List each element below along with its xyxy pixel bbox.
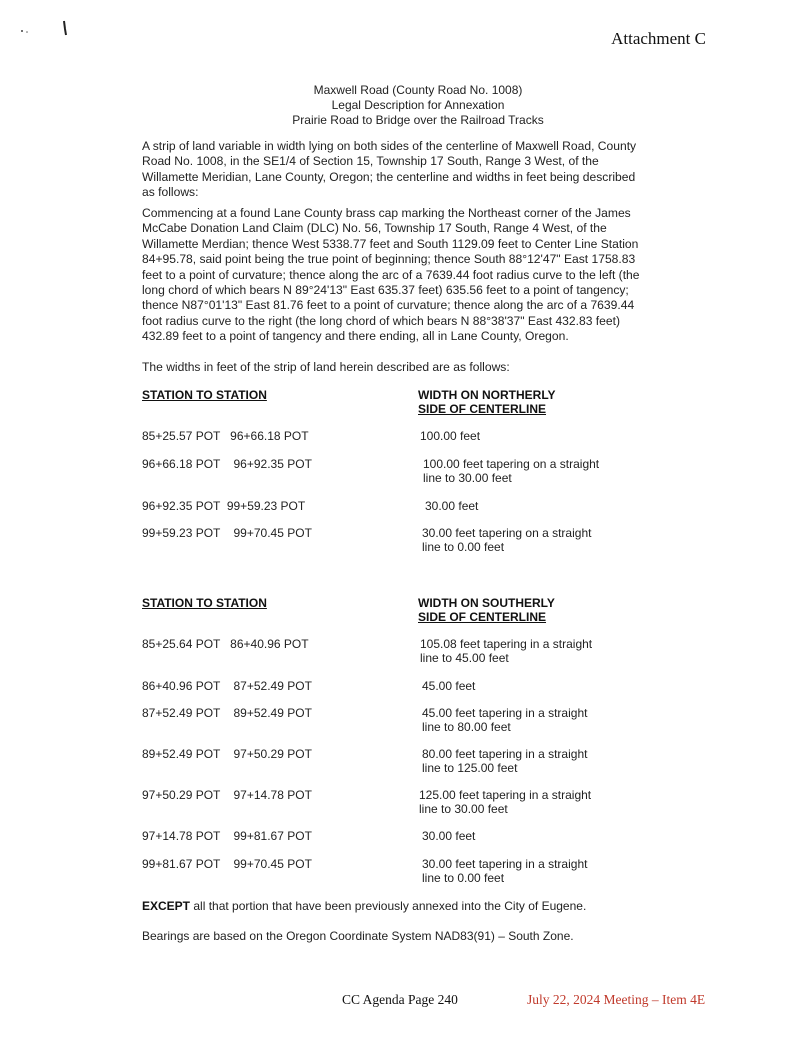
- description-paragraph: Commencing at a found Lane County brass cap marking the Northeast corner of the James McCabe Donation Land Claim (DLC) No. 56, Township 17 South, Range 4 West, of the Willamette Merdian; thence West 5338.77 feet and South 1129.09 feet to Center Line Station 84+95.78, said point being the true point of beginning; thence South 88°12'47" East 1758.83 feet to a point of curvature; thence along the arc of a 7639.44 foot radius curve to the left (the long chord of which bears N 89°24'13" East 635.37 feet) 635.56 feet to a point of tangency; thence N87°01'13" East 81.76 feet to a point of curvature; thence along the arc of a 7639.44 foot radius curve to the right (the long chord of which bears N 88°38'37" East 432.83 feet) 432.89 feet to a point of tangency and there ending, all in Lane County, Oregon.: [142, 206, 640, 344]
- footer-meeting-item: July 22, 2024 Meeting – Item 4E: [527, 992, 706, 1007]
- attachment-label: Attachment C: [611, 29, 706, 48]
- heading-legal-description: Legal Description for Annexation: [331, 98, 505, 112]
- northerly-row-width: 100.00 feet tapering on a straight line to 30.00 feet: [423, 457, 600, 485]
- southerly-row-width: 80.00 feet tapering in a straight line to 125.00 feet: [422, 747, 588, 775]
- northerly-row-width: 30.00 feet tapering on a straight line to 0.00 feet: [422, 526, 592, 554]
- except-clause: [142, 899, 586, 913]
- northerly-width-header: [418, 388, 556, 416]
- footer-page-number: CC Agenda Page 240: [342, 992, 458, 1007]
- northerly-width-header-line1: WIDTH ON NORTHERLY: [418, 388, 556, 402]
- heading-road-name: Maxwell Road (County Road No. 1008): [313, 83, 523, 97]
- southerly-row-stations: 87+52.49 POT 89+52.49 POT: [142, 706, 312, 720]
- southerly-width-header: [418, 596, 555, 624]
- document-heading: [0, 83, 800, 128]
- southerly-row-stations: 99+81.67 POT 99+70.45 POT: [142, 857, 312, 871]
- southerly-width-header-line1: WIDTH ON SOUTHERLY: [418, 596, 555, 610]
- widths-intro: The widths in feet of the strip of land herein described are as follows:: [142, 360, 510, 374]
- southerly-row-width: 45.00 feet tapering in a straight line to 80.00 feet: [422, 706, 588, 734]
- southerly-row-width: 30.00 feet tapering in a straight line to 0.00 feet: [422, 857, 588, 885]
- southerly-row-width: 105.08 feet tapering in a straight line to 45.00 feet: [420, 637, 593, 665]
- northerly-station-header: STATION TO STATION: [142, 388, 267, 402]
- northerly-row-stations: 99+59.23 POT 99+70.45 POT: [142, 526, 312, 540]
- southerly-row-stations: 86+40.96 POT 87+52.49 POT: [142, 679, 312, 693]
- northerly-width-header-line2: SIDE OF CENTERLINE: [418, 402, 547, 416]
- northerly-row-width: 100.00 feet: [420, 429, 481, 443]
- heading-extent: Prairie Road to Bridge over the Railroad Tracks: [292, 113, 544, 127]
- except-keyword: EXCEPT: [142, 899, 191, 913]
- southerly-row-stations: 85+25.64 POT 86+40.96 POT: [142, 637, 309, 651]
- scan-artifact-dots: [20, 29, 30, 33]
- northerly-row-stations: 96+92.35 POT 99+59.23 POT: [142, 499, 306, 513]
- southerly-station-header: STATION TO STATION: [142, 596, 267, 610]
- except-text: all that portion that have been previously annexed into the City of Eugene.: [190, 899, 587, 913]
- southerly-row-width: 125.00 feet tapering in a straight line to 30.00 feet: [419, 788, 592, 816]
- southerly-row-stations: 97+50.29 POT 97+14.78 POT: [142, 788, 312, 802]
- intro-paragraph: A strip of land variable in width lying on both sides of the centerline of Maxwell Road, County Road No. 1008, in the SE1/4 of Section 15, Township 17 South, Range 3 West, of the Willamette Meridian, Lane County, Oregon; the centerline and widths in feet being described as follows:: [142, 139, 637, 200]
- southerly-row-width: 30.00 feet: [422, 829, 476, 843]
- southerly-row-stations: 97+14.78 POT 99+81.67 POT: [142, 829, 312, 843]
- southerly-row-stations: 89+52.49 POT 97+50.29 POT: [142, 747, 312, 761]
- bearings-note: Bearings are based on the Oregon Coordinate System NAD83(91) – South Zone.: [142, 929, 574, 943]
- northerly-row-stations: 85+25.57 POT 96+66.18 POT: [142, 429, 309, 443]
- scan-artifact-mark: [63, 20, 67, 36]
- northerly-row-width: 30.00 feet: [425, 499, 479, 513]
- northerly-row-stations: 96+66.18 POT 96+92.35 POT: [142, 457, 312, 471]
- southerly-width-header-line2: SIDE OF CENTERLINE: [418, 610, 547, 624]
- southerly-row-width: 45.00 feet: [422, 679, 476, 693]
